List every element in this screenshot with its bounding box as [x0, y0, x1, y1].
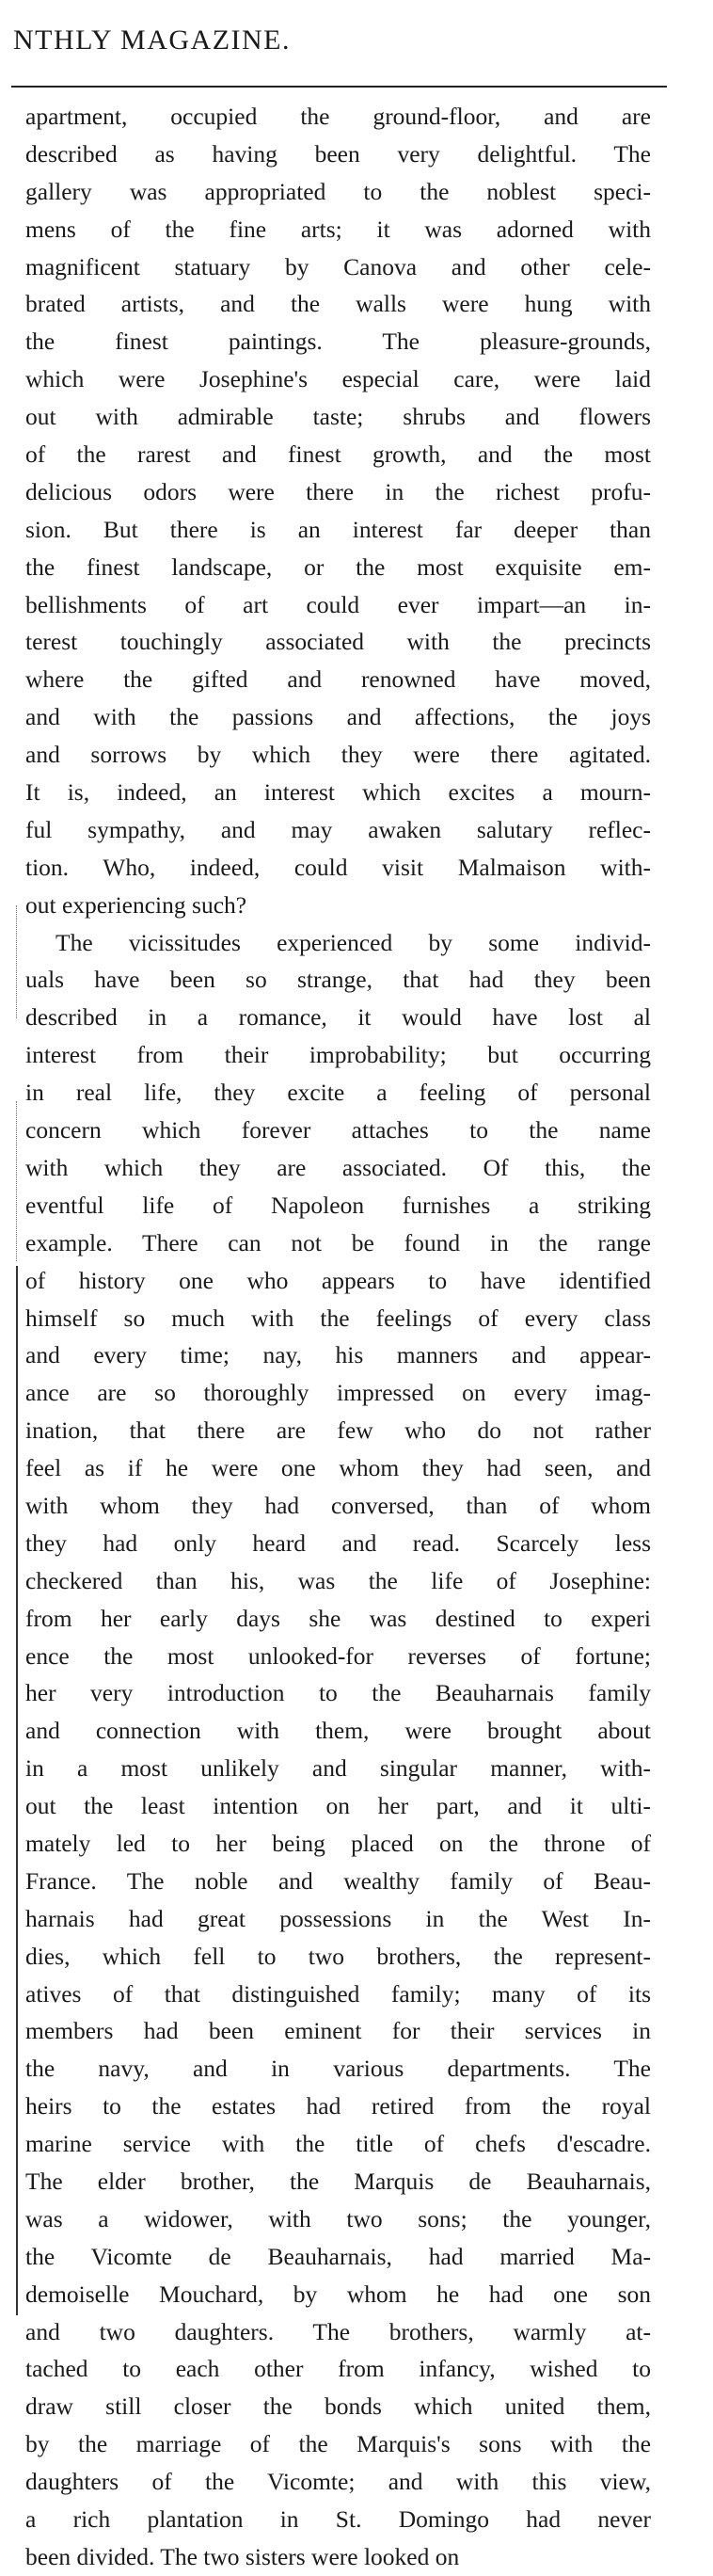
text-line: mens of the fine arts; it was adorned with [25, 215, 651, 243]
text-line: members had been eminent for their services in [25, 2017, 651, 2045]
text-line: they had only heard and read. Scarcely less [25, 1528, 651, 1557]
text-line: her very introduction to the Beauharnais family [25, 1679, 651, 1707]
text-line: a rich plantation in St. Domingo had never [25, 2505, 651, 2533]
text-line: from her early days she was destined to experi [25, 1604, 651, 1632]
text-line: harnais had great possessions in the West In- [25, 1904, 651, 1932]
text-line: example. There can not be found in the range [25, 1228, 651, 1256]
text-line: the Vicomte de Beauharnais, had married Ma- [25, 2242, 651, 2270]
text-line: the navy, and in various departments. The [25, 2055, 651, 2083]
text-line: tached to each other from infancy, wished to [25, 2355, 651, 2383]
text-line: heirs to the estates had retired from the royal [25, 2092, 651, 2120]
text-line: brated artists, and the walls were hung with [25, 290, 651, 318]
text-line: in real life, they excite a feeling of personal [25, 1079, 651, 1107]
text-line: described as having been very delightful. The [25, 139, 651, 168]
text-line: where the gifted and renowned have moved, [25, 665, 651, 694]
text-line: marine service with the title of chefs d'escadre. [25, 2130, 651, 2158]
text-line: ance are so thoroughly impressed on every imag- [25, 1379, 651, 1407]
text-line: interest from their improbability; but occurring [25, 1041, 651, 1069]
text-line: out experiencing such? [25, 890, 247, 919]
text-line: concern which forever attaches to the name [25, 1116, 651, 1144]
text-line: out the least intention on her part, and it ulti- [25, 1792, 651, 1820]
text-line: demoiselle Mouchard, by whom he had one son [25, 2280, 651, 2308]
text-line: described in a romance, it would have lost al [25, 1003, 651, 1032]
text-line: atives of that distinguished family; many of its [25, 1979, 651, 2008]
text-line: and sorrows by which they were there agitated. [25, 741, 651, 769]
text-line: and every time; nay, his manners and appear- [25, 1341, 651, 1369]
text-line: the finest landscape, or the most exquisite em- [25, 552, 651, 581]
text-line: himself so much with the feelings of every class [25, 1304, 651, 1332]
text-line: and with the passions and affections, the joys [25, 703, 651, 731]
text-line: ence the most unlooked-for reverses of fortune; [25, 1641, 651, 1670]
text-line: The elder brother, the Marquis de Beauharnais, [25, 2167, 651, 2195]
running-head: NTHLY MAGAZINE. [13, 24, 292, 56]
text-line: tion. Who, indeed, could visit Malmaison with- [25, 853, 651, 881]
text-line: ful sympathy, and may awaken salutary reflec- [25, 815, 651, 843]
margin-rule-dotted-lower [16, 1101, 17, 1261]
text-line: the finest paintings. The pleasure-grounds, [25, 328, 651, 356]
text-line: with whom they had conversed, than of whom [25, 1491, 651, 1519]
text-line: was a widower, with two sons; the younger, [25, 2204, 651, 2232]
text-line: The vicissitudes experienced by some individ- [55, 928, 651, 956]
text-line: draw still closer the bonds which united them, [25, 2392, 651, 2421]
text-line: France. The noble and wealthy family of Beau- [25, 1866, 651, 1895]
text-line: with which they are associated. Of this, the [25, 1153, 651, 1181]
header-rule [11, 86, 667, 88]
text-line: feel as if he were one whom they had seen, and [25, 1454, 651, 1482]
text-line: eventful life of Napoleon furnishes a striking [25, 1191, 651, 1219]
text-line: checkered than his, was the life of Josephine: [25, 1566, 651, 1594]
text-column [25, 98, 651, 2576]
text-line: which were Josephine's especial care, were laid [25, 365, 651, 393]
text-line: of the rarest and finest growth, and the most [25, 440, 651, 469]
text-line: terest touchingly associated with the precincts [25, 628, 651, 656]
text-line: uals have been so strange, that had they been [25, 966, 651, 994]
text-line: by the marriage of the Marquis's sons with the [25, 2430, 651, 2458]
text-line: apartment, occupied the ground-floor, and are [25, 103, 651, 130]
margin-rule-dotted [16, 905, 17, 1018]
text-line: mately led to her being placed on the throne of [25, 1829, 651, 1857]
text-line: daughters of the Vicomte; and with this view, [25, 2468, 651, 2496]
text-line: dies, which fell to two brothers, the represent- [25, 1942, 651, 1970]
text-line: magnificent statuary by Canova and other cele- [25, 252, 651, 280]
text-line: and two daughters. The brothers, warmly at- [25, 2317, 651, 2345]
text-line: bellishments of art could ever impart—an in- [25, 590, 651, 618]
text-line: and connection with them, were brought about [25, 1717, 651, 1745]
text-line: It is, indeed, an interest which excites a mourn- [25, 778, 651, 807]
text-line: in a most unlikely and singular manner, with- [25, 1754, 651, 1783]
text-line: been divided. The two sisters were looked on [25, 2542, 460, 2570]
text-line: of history one who appears to have identified [25, 1266, 651, 1294]
margin-rule-solid [16, 1266, 18, 2315]
text-line: out with admirable taste; shrubs and flowers [25, 403, 651, 431]
text-line: delicious odors were there in the richest profu- [25, 477, 651, 505]
text-line: sion. But there is an interest far deeper than [25, 515, 651, 543]
text-line: gallery was appropriated to the noblest speci- [25, 177, 651, 205]
text-line: ination, that there are few who do not rather [25, 1416, 651, 1445]
